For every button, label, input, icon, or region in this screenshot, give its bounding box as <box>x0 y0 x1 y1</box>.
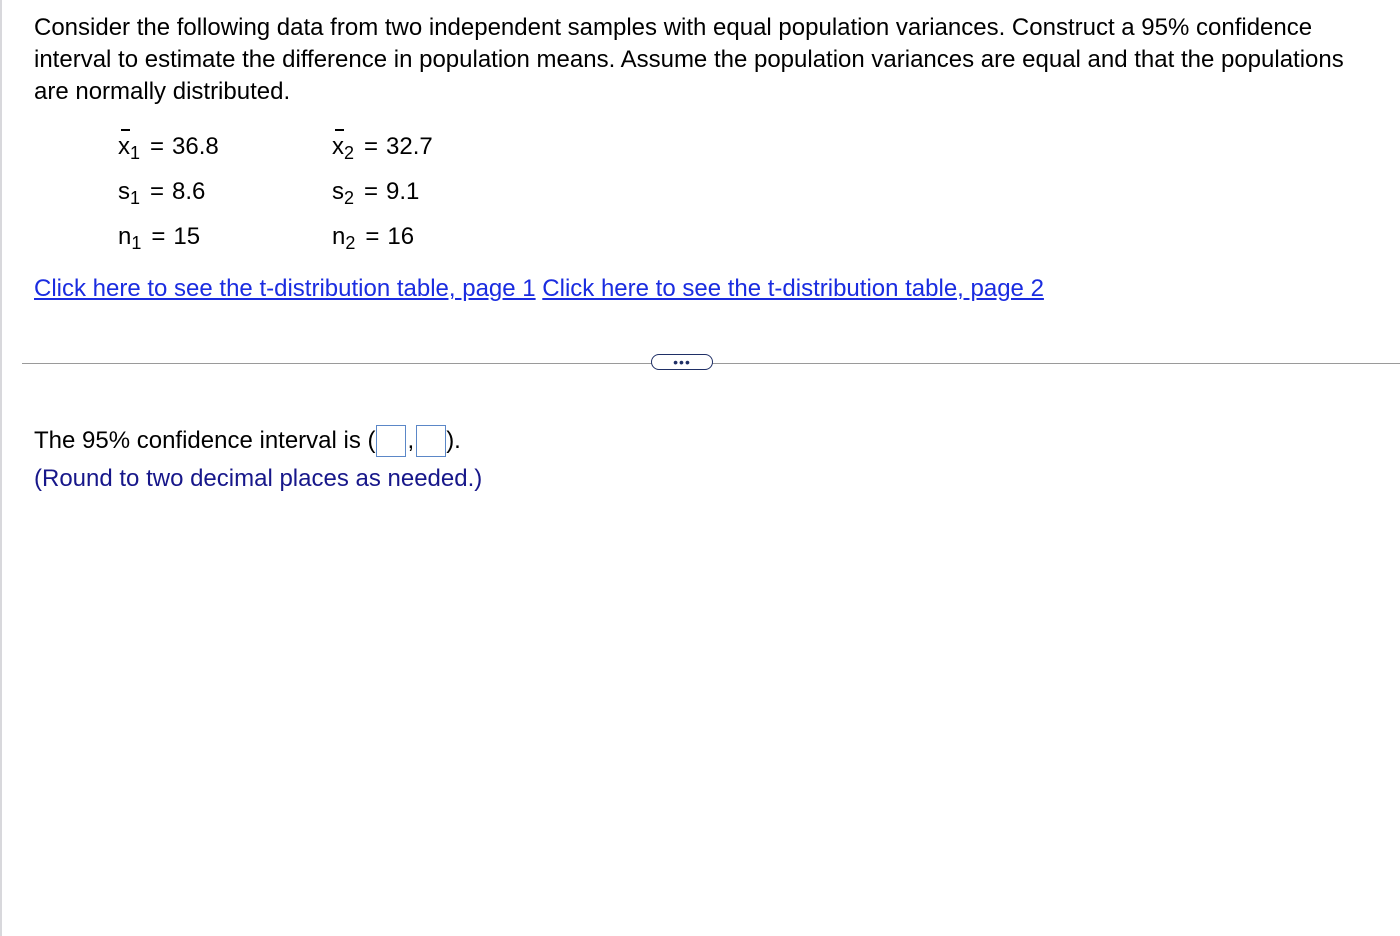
n1-equals: = <box>151 223 166 250</box>
answer-suffix: ). <box>446 427 461 454</box>
t-table-page1-link[interactable]: Click here to see the t-distribution table, page 1 <box>34 275 536 302</box>
xbar2-row <box>332 131 433 164</box>
xbar1-value: 36.8 <box>172 133 219 160</box>
n2-symbol: n <box>332 223 346 250</box>
n1-row <box>118 221 200 254</box>
xbar1-symbol: x <box>118 131 130 163</box>
answer-line <box>34 425 461 457</box>
t-table-links <box>34 273 1044 305</box>
answer-prefix: The 95% confidence interval is ( <box>34 427 376 454</box>
xbar2-subscript: 2 <box>344 143 355 163</box>
xbar2-symbol: x <box>332 131 344 163</box>
xbar1-subscript: 1 <box>130 143 141 163</box>
s1-symbol: s <box>118 178 130 205</box>
ellipsis-icon: ••• <box>673 354 691 370</box>
s1-value: 8.6 <box>172 178 206 205</box>
sample-statistics <box>0 0 1400 300</box>
xbar2-value: 32.7 <box>386 133 433 160</box>
n1-symbol: n <box>118 223 132 250</box>
n2-row <box>332 221 414 254</box>
n2-subscript: 2 <box>345 233 356 253</box>
upper-bound-input[interactable] <box>416 425 446 457</box>
s2-symbol: s <box>332 178 344 205</box>
answer-separator: , <box>407 427 415 454</box>
s2-subscript: 2 <box>344 188 355 208</box>
rounding-note: (Round to two decimal places as needed.) <box>34 465 483 492</box>
s2-equals: = <box>364 178 379 205</box>
lower-bound-input[interactable] <box>376 425 406 457</box>
more-options-button[interactable] <box>651 354 713 370</box>
s1-subscript: 1 <box>130 188 141 208</box>
s1-row <box>118 176 205 209</box>
xbar1-row <box>118 131 219 164</box>
s1-equals: = <box>150 178 165 205</box>
s2-value: 9.1 <box>386 178 420 205</box>
t-table-page2-link[interactable]: Click here to see the t-distribution table, page 2 <box>542 275 1044 302</box>
n2-equals: = <box>365 223 380 250</box>
n1-value: 15 <box>173 223 201 250</box>
xbar2-equals: = <box>364 133 379 160</box>
question-text: Consider the following data from two independent samples with equal population variances. Construct a 95% confidence interval to estimate the difference in population means. Assume the population variances are equal and that the populations are normally distributed. <box>34 14 1344 105</box>
n1-subscript: 1 <box>131 233 142 253</box>
s2-row <box>332 176 419 209</box>
xbar1-equals: = <box>150 133 165 160</box>
n2-value: 16 <box>387 223 415 250</box>
